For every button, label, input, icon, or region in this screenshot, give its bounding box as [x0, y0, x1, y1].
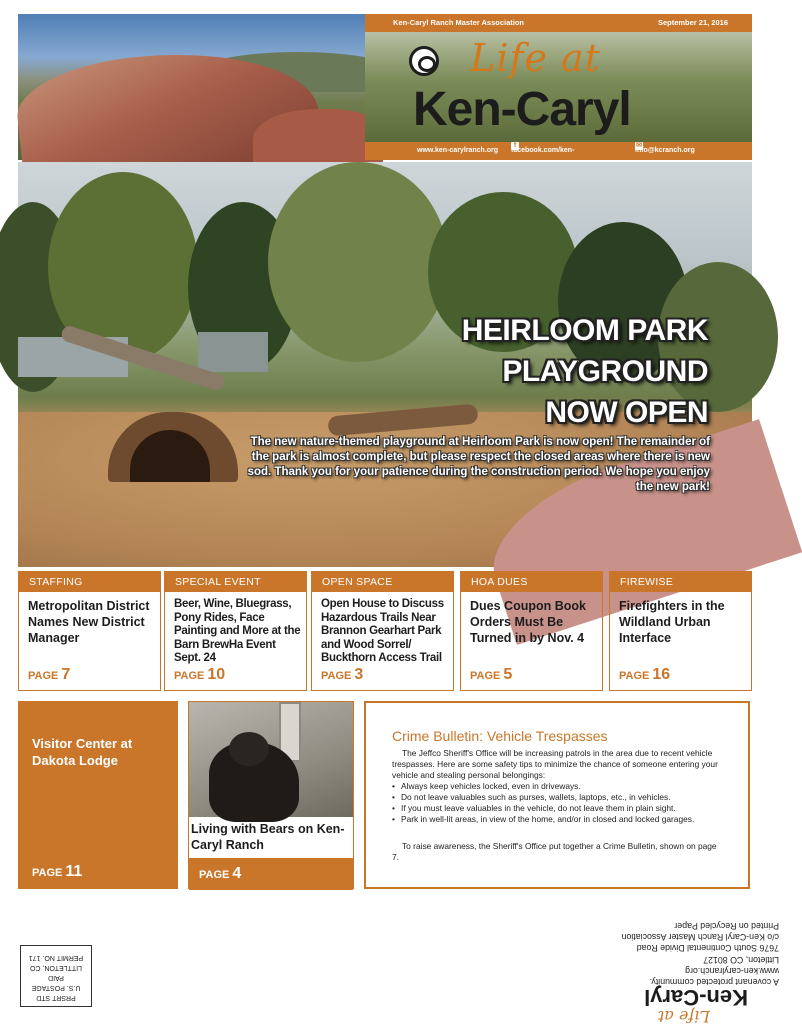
page-number: 5	[503, 666, 513, 683]
association-name: Ken-Caryl Ranch Master Association	[393, 18, 525, 27]
teaser-page	[174, 666, 225, 684]
crime-bulletin	[364, 701, 750, 889]
page-label: PAGE	[199, 869, 230, 881]
address-line: c/o Ken-Caryl Ranch Master Association	[621, 932, 779, 943]
issue-date: September 21, 2016	[657, 18, 728, 27]
tree	[268, 162, 448, 362]
page-number: 3	[354, 666, 364, 683]
teaser-page	[28, 666, 70, 684]
address-line: A covenant protected community.	[649, 977, 779, 987]
safety-tip: • Always keep vehicles locked, even in driveways.	[392, 781, 734, 792]
bears-title: Living with Bears on Ken-Caryl Ranch	[191, 822, 345, 852]
facebook-icon: f	[511, 142, 519, 150]
teaser-category: SPECIAL EVENT	[165, 572, 306, 592]
ken-caryl-logo-icon	[409, 46, 439, 76]
page-label: PAGE	[28, 670, 59, 682]
bears-page	[189, 858, 353, 890]
page-number: 11	[65, 863, 83, 880]
safety-tip: • If you must leave valuables in the vehicle, do not leave them in plain sight.	[392, 803, 734, 814]
masthead-top-bar	[365, 14, 752, 32]
red-rock-formation-small	[253, 109, 383, 169]
teaser-title: Metropolitan District Names New District Manager	[28, 599, 150, 645]
hero-caption: The new nature-themed playground at Heirloom Park is now open! The remainder of the park is almost complete, but please respect the closed areas where there is new sod. Thank you for your patience during the construction period. We hope you enjoy the new park!	[247, 436, 710, 493]
page-label: PAGE	[174, 670, 205, 682]
crime-bulletin-title: Crime Bulletin: Vehicle Trespasses	[392, 728, 608, 744]
mailing-logo-life-at: Life at	[657, 1007, 710, 1026]
teaser-hoa-dues[interactable]	[460, 571, 603, 691]
address-line: Littleton, CO 80127	[703, 954, 779, 965]
email-label: info@kcranch.org	[635, 147, 695, 154]
mailing-logo-title: Ken-Caryl	[644, 985, 748, 1010]
masthead-links-bar	[365, 142, 752, 160]
masthead	[365, 14, 752, 160]
page-number: 10	[207, 666, 226, 683]
website-link[interactable]: www.ken-carylranch.org	[417, 147, 499, 154]
page-label: PAGE	[619, 670, 650, 682]
teaser-title: Firefighters in the Wildland Urban Interface	[619, 599, 725, 645]
page-label: PAGE	[321, 670, 352, 682]
mailing-logo	[630, 982, 750, 1026]
teaser-open-space[interactable]	[311, 571, 454, 691]
bear-head	[229, 732, 269, 766]
safety-tip: • Do not leave valuables such as purses, wallets, laptops, etc., in vehicles.	[392, 792, 734, 803]
teaser-category: HOA DUES	[461, 572, 602, 592]
hero-headline-line: NOW OPEN	[545, 396, 708, 429]
visitor-center-teaser[interactable]	[18, 701, 178, 889]
permit-line: U.S. POSTAGE	[31, 984, 81, 991]
teaser-title: Beer, Wine, Bluegrass, Pony Rides, Face Painting and More at the Barn BrewHa Event Sept. 24	[174, 598, 301, 664]
safety-tip: • Park in well-lit areas, in view of the home, and/or in closed and locked garages.	[392, 814, 734, 825]
page-number: 7	[61, 666, 71, 683]
page-number: 16	[652, 666, 671, 683]
visitor-center-page	[32, 863, 82, 881]
hero-headline-line: PLAYGROUND	[502, 355, 708, 388]
teaser-title: Dues Coupon Book Orders Must Be Turned in by Nov. 4	[470, 599, 586, 645]
safety-tips-list	[392, 781, 734, 825]
teaser-page	[619, 666, 670, 684]
page-label: PAGE	[32, 867, 63, 879]
permit-line: PERMIT NO. 171	[28, 954, 84, 961]
permit-line: LITTLETON, CO	[30, 964, 82, 971]
address-line: 7676 South Continental Divide Road	[636, 943, 779, 954]
teaser-category: STAFFING	[19, 572, 160, 592]
teaser-special-event[interactable]	[164, 571, 307, 691]
house	[198, 332, 268, 372]
visitor-center-title: Visitor Center at Dakota Lodge	[32, 736, 133, 768]
teaser-page	[470, 666, 512, 684]
permit-line: PAID	[48, 974, 64, 981]
address-line: Printed on Recycled Paper	[674, 920, 779, 931]
teaser-page	[321, 666, 363, 684]
hero-headline	[462, 310, 708, 433]
postage-permit-indicia	[20, 945, 92, 1007]
teaser-firewise[interactable]	[609, 571, 752, 691]
address-line: www.ken-carylranch.org	[685, 965, 779, 976]
hero-headline-line: HEIRLOOM PARK	[461, 314, 708, 347]
teaser-category: OPEN SPACE	[312, 572, 453, 592]
page-label: PAGE	[470, 670, 501, 682]
crime-bulletin-intro: The Jeffco Sheriff's Office will be increasing patrols in the area due to recent vehicle trespasses. Here are some safety tips to minimize the chance of someone entering your vehicle and stealing personal belongings:	[392, 748, 718, 780]
email-icon: ✉	[636, 142, 642, 149]
bears-teaser[interactable]	[188, 701, 354, 889]
permit-line: PRSRT STD	[36, 994, 76, 1001]
teaser-category: FIREWISE	[610, 572, 751, 592]
masthead-life-at: Life at	[470, 36, 601, 80]
header-photo	[18, 14, 365, 160]
teaser-staffing[interactable]	[18, 571, 161, 691]
mailing-return-address	[589, 895, 783, 987]
page-number: 4	[232, 865, 242, 882]
hero-photo	[18, 162, 752, 567]
teaser-title: Open House to Discuss Hazardous Trails Near Brannon Gearhart Park and Wood Sorrel/ Buckthorn Access Trail	[321, 598, 444, 664]
bear-photo	[189, 702, 353, 817]
masthead-title: Ken-Caryl	[413, 83, 631, 136]
crime-bulletin-closing: To raise awareness, the Sheriff's Office put together a Crime Bulletin, shown on page 7.	[392, 841, 717, 862]
facebook-label: facebook.com/ken-	[511, 147, 575, 154]
